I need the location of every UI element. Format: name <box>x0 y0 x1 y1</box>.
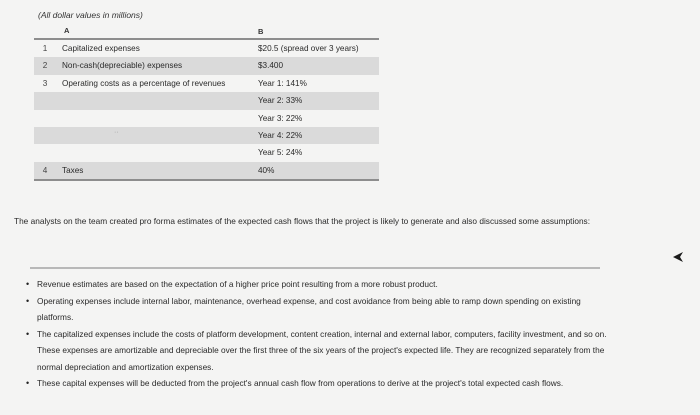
table-row <box>34 40 379 57</box>
list-item <box>24 276 609 293</box>
table-row <box>34 144 379 161</box>
row-label: Taxes <box>62 165 84 175</box>
list-item-text: These capital expenses will be deducted from the project's annual cash flow from operations to derive at the project's total expected cash flows. <box>37 378 564 388</box>
intro-paragraph: The analysts on the team created pro forma estimates of the expected cash flows that the project is likely to generate and also discussed some assumptions: <box>14 216 591 226</box>
table-row <box>34 57 379 74</box>
row-label: Non-cash(depreciable) expenses <box>62 61 183 71</box>
row-number: 2 <box>42 61 48 71</box>
list-item <box>24 326 609 376</box>
row-value: 40% <box>258 165 275 175</box>
row-value: Year 2: 33% <box>258 96 303 106</box>
cursor-arrow-icon <box>672 250 686 264</box>
row-number: 3 <box>42 78 48 88</box>
row-value: Year 1: 141% <box>258 78 307 88</box>
list-item <box>24 293 609 326</box>
bottom-rule <box>34 179 379 181</box>
table-row <box>34 110 379 127</box>
row-value: $20.5 (spread over 3 years) <box>258 44 359 53</box>
stray-dots: ·· <box>114 128 119 136</box>
table-row <box>34 162 379 179</box>
bullet-glyph: • <box>26 279 30 289</box>
table-row <box>34 127 379 144</box>
table-caption: (All dollar values in millions) <box>38 10 143 20</box>
assumptions-table <box>34 24 379 181</box>
table-row <box>34 75 379 92</box>
row-label: Capitalized expenses <box>62 44 140 53</box>
row-value: $3.400 <box>258 61 284 71</box>
section-divider <box>30 267 600 269</box>
row-value: Year 4: 22% <box>258 130 303 140</box>
list-item-text: Operating expenses include internal labor, maintenance, overhead expense, and cost avoidance from being able to ramp down spending on existing platforms. <box>37 295 581 322</box>
bullet-glyph: • <box>26 378 30 388</box>
list-item-text: Revenue estimates are based on the expectation of a higher price point resulting from a more robust product. <box>37 279 438 289</box>
row-number: 4 <box>42 165 48 175</box>
bullet-glyph: • <box>26 295 30 306</box>
list-item <box>24 375 609 392</box>
table-header <box>34 24 379 38</box>
table-row <box>34 92 379 109</box>
bullet-glyph: • <box>26 328 30 339</box>
row-value: Year 5: 24% <box>258 148 303 158</box>
list-item-text: The capitalized expenses include the costs of platform development, content creation, internal and external labor, computers, facility investment, and so on. These expenses are amortizable and depreciable over the first three of the six years of the project's expected life. They are recognized separately from the normal depreciation and amortization expenses. <box>37 328 607 372</box>
assumptions-list <box>24 276 609 392</box>
column-header-a: A <box>64 26 70 35</box>
row-value: Year 3: 22% <box>258 113 303 123</box>
row-label: Operating costs as a percentage of revenues <box>62 78 226 88</box>
column-header-b: B <box>258 27 264 36</box>
row-number: 1 <box>42 44 48 53</box>
